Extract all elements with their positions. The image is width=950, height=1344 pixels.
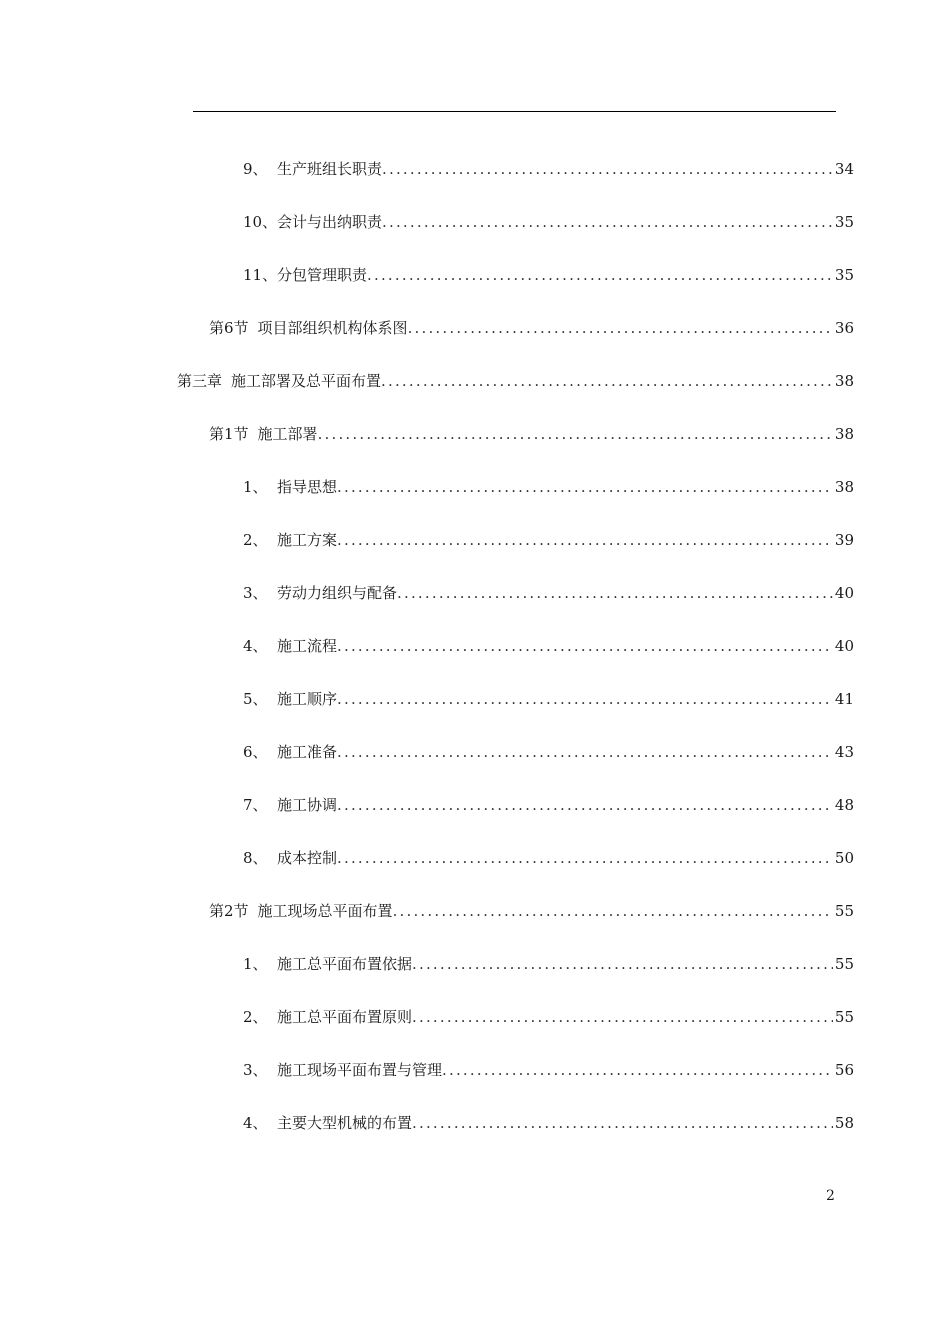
toc-dot-leader [337, 686, 833, 712]
toc-entry-number: 第2节 [209, 902, 249, 920]
toc-entry-number: 2、 [243, 1008, 268, 1026]
toc-entry[interactable] [243, 1057, 854, 1083]
toc-entry-number: 第6节 [209, 319, 249, 337]
toc-entry-title: 会计与出纳职责 [277, 213, 383, 231]
toc-dot-leader [337, 739, 833, 765]
toc-entry[interactable] [177, 368, 854, 394]
header-rule [193, 111, 836, 112]
page-number: 2 [826, 1188, 835, 1204]
toc-entry-number: 10、 [243, 213, 278, 231]
toc-entry-number: 5、 [243, 690, 268, 708]
toc-entry-number: 第三章 [177, 372, 223, 390]
toc-dot-leader [318, 421, 833, 447]
toc-entry-title: 施工总平面布置依据 [277, 955, 413, 973]
toc-entry-title: 施工总平面布置原则 [277, 1008, 413, 1026]
toc-entry-page: 43 [834, 743, 854, 761]
toc-entry[interactable] [209, 315, 854, 341]
toc-entry[interactable] [209, 421, 854, 447]
toc-entry-number: 9、 [243, 160, 268, 178]
toc-entry-title: 指导思想 [277, 478, 338, 496]
toc-dot-leader [337, 792, 833, 818]
toc-entry-number: 6、 [243, 743, 268, 761]
toc-entry-page: 48 [834, 796, 854, 814]
toc-entry-title: 施工现场总平面布置 [257, 902, 393, 920]
toc-entry-number: 4、 [243, 637, 268, 655]
toc-entry-page: 36 [834, 319, 854, 337]
toc-dot-leader [337, 633, 833, 659]
toc-entry-page: 55 [834, 902, 854, 920]
toc-entry-title: 项目部组织机构体系图 [257, 319, 408, 337]
toc-entry[interactable] [243, 951, 854, 977]
toc-entry-page: 41 [834, 690, 854, 708]
toc-dot-leader [382, 156, 833, 182]
toc-entry-page: 40 [834, 584, 854, 602]
toc-dot-leader [381, 368, 833, 394]
toc-entry[interactable] [243, 845, 854, 871]
toc-dot-leader [397, 580, 833, 606]
toc-dot-leader [412, 1004, 833, 1030]
toc-entry-number: 11、 [243, 266, 278, 284]
toc-entry-title: 生产班组长职责 [277, 160, 383, 178]
toc-entry-title: 劳动力组织与配备 [277, 584, 398, 602]
toc-entry-number: 7、 [243, 796, 268, 814]
toc-entry-title: 成本控制 [277, 849, 338, 867]
toc-entry-title: 施工部署 [257, 425, 318, 443]
toc-entry[interactable] [243, 686, 854, 712]
toc-dot-leader [337, 845, 833, 871]
toc-entry-title: 施工协调 [277, 796, 338, 814]
toc-entry-number: 1、 [243, 955, 268, 973]
toc-dot-leader [442, 1057, 833, 1083]
toc-dot-leader [408, 315, 833, 341]
toc-entry[interactable] [243, 156, 854, 182]
toc-entry-page: 56 [834, 1061, 854, 1079]
toc-entry-title: 施工顺序 [277, 690, 338, 708]
toc-entry-number: 第1节 [209, 425, 249, 443]
toc-dot-leader [337, 527, 833, 553]
toc-entry-page: 50 [834, 849, 854, 867]
toc-entry-page: 55 [834, 955, 854, 973]
toc-entry-title: 施工现场平面布置与管理 [277, 1061, 443, 1079]
toc-entry-page: 38 [834, 425, 854, 443]
toc-entry[interactable] [243, 633, 854, 659]
toc-entry-page: 35 [834, 213, 854, 231]
toc-entry-title: 施工准备 [277, 743, 338, 761]
toc-entry-number: 8、 [243, 849, 268, 867]
toc-dot-leader [412, 951, 833, 977]
toc-dot-leader [337, 474, 833, 500]
toc-entry-number: 3、 [243, 584, 268, 602]
toc-entry[interactable] [243, 580, 854, 606]
toc-dot-leader [382, 209, 833, 235]
toc-entry-page: 34 [834, 160, 854, 178]
toc-entry-title: 分包管理职责 [277, 266, 368, 284]
toc-entry-number: 3、 [243, 1061, 268, 1079]
toc-entry-number: 2、 [243, 531, 268, 549]
toc-dot-leader [412, 1110, 833, 1136]
toc-entry[interactable] [243, 1004, 854, 1030]
toc-entry[interactable] [243, 1110, 854, 1136]
toc-entry-page: 55 [834, 1008, 854, 1026]
toc-entry-page: 38 [834, 372, 854, 390]
toc-dot-leader [367, 262, 833, 288]
toc-entry[interactable] [243, 527, 854, 553]
toc-entry[interactable] [243, 209, 854, 235]
toc-entry-title: 主要大型机械的布置 [277, 1114, 413, 1132]
toc-entry-page: 58 [834, 1114, 854, 1132]
toc-entry-title: 施工方案 [277, 531, 338, 549]
toc-entry-page: 35 [834, 266, 854, 284]
toc-entry-number: 1、 [243, 478, 268, 496]
toc-entry-page: 38 [834, 478, 854, 496]
toc-entry[interactable] [243, 792, 854, 818]
toc-entry[interactable] [243, 262, 854, 288]
toc-entry-title: 施工流程 [277, 637, 338, 655]
toc-entry[interactable] [209, 898, 854, 924]
toc-entry[interactable] [243, 739, 854, 765]
toc-dot-leader [393, 898, 833, 924]
toc-entry-title: 施工部署及总平面布置 [231, 372, 382, 390]
toc-entry-number: 4、 [243, 1114, 268, 1132]
toc-entry[interactable] [243, 474, 854, 500]
toc-entry-page: 40 [834, 637, 854, 655]
toc-entry-page: 39 [834, 531, 854, 549]
